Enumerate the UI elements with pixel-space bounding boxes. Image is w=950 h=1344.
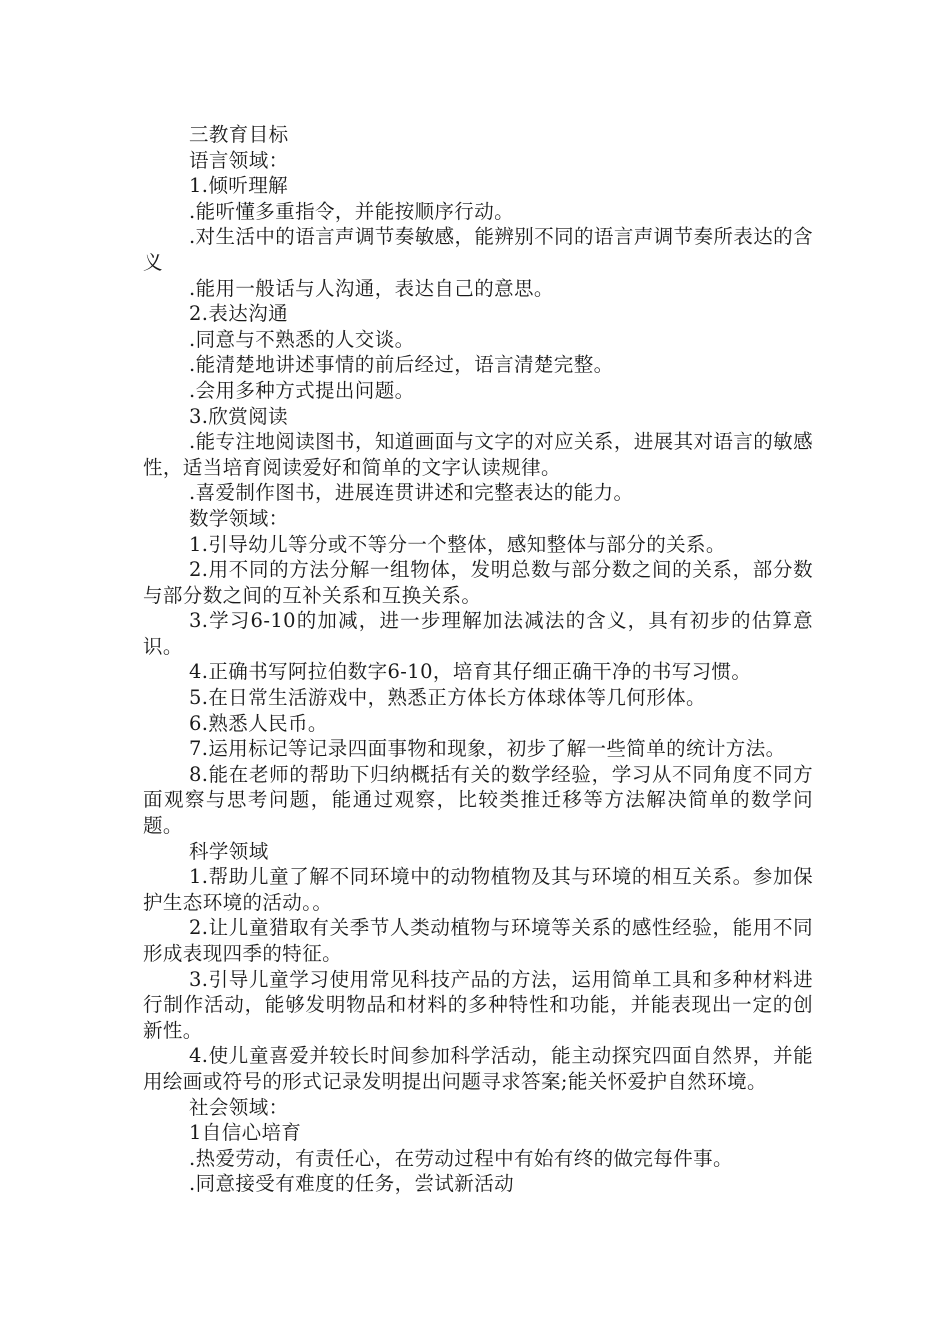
paragraph: 1.引导幼儿等分或不等分一个整体，感知整体与部分的关系。	[189, 532, 726, 556]
paragraph: .同意与不熟悉的人交谈。	[189, 327, 415, 351]
paragraph: 6.熟悉人民币。	[189, 711, 328, 735]
subheading: 1.倾听理解	[189, 174, 289, 198]
paragraph: 3.引导儿童学习使用常见科技产品的方法，运用简单工具和多种材料进行制作活动，能够发明物品和材料的多种特性和功能，并能表现出一定的创新性。	[143, 967, 813, 1042]
domain-heading-language: 语言领域：	[189, 148, 289, 172]
paragraph: 2.用不同的方法分解一组物体，发明总数与部分数之间的关系，部分数与部分数之间的互补关系和互换关系。	[143, 558, 813, 607]
paragraph: .会用多种方式提出问题。	[189, 378, 415, 402]
section-heading: 三教育目标	[189, 123, 289, 146]
paragraph: 4.使儿童喜爱并较长时间参加科学活动，能主动探究四面自然界，并能用绘画或符号的形式记录发明提出问题寻求答案;能关怀爱护自然环境。	[143, 1044, 813, 1093]
paragraph: .喜爱制作图书，进展连贯讲述和完整表达的能力。	[189, 481, 634, 505]
document-body	[143, 122, 813, 1197]
paragraph: 7.运用标记等记录四面事物和现象，初步了解一些简单的统计方法。	[189, 737, 786, 761]
subheading: 2.表达沟通	[189, 302, 289, 326]
paragraph: 2.让儿童猎取有关季节人类动植物与环境等关系的感性经验，能用不同形成表现四季的特征。	[143, 916, 813, 965]
paragraph: .能专注地阅读图书，知道画面与文字的对应关系，进展其对语言的敏感性，适当培育阅读爱好和简单的文字认读规律。	[143, 430, 813, 479]
paragraph: 5.在日常生活游戏中，熟悉正方体长方体球体等几何形体。	[189, 686, 706, 710]
subheading: 3.欣赏阅读	[189, 404, 289, 428]
domain-heading-social: 社会领域：	[189, 1095, 289, 1119]
domain-heading-science: 科学领域	[189, 839, 269, 863]
paragraph: .能清楚地讲述事情的前后经过，语言清楚完整。	[189, 353, 614, 377]
domain-heading-math: 数学领域：	[189, 506, 289, 530]
subheading: 1自信心培育	[189, 1121, 302, 1145]
paragraph: 4.正确书写阿拉伯数字6-10，培育其仔细正确干净的书写习惯。	[189, 660, 752, 684]
paragraph: .热爱劳动，有责任心，在劳动过程中有始有终的做完每件事。	[189, 1146, 733, 1170]
paragraph: 1.帮助儿童了解不同环境中的动物植物及其与环境的相互关系。参加保护生态环境的活动。。	[143, 865, 813, 914]
paragraph: 3.学习6-10的加减，进一步理解加法减法的含义，具有初步的估算意识。	[143, 609, 813, 658]
paragraph: 8.能在老师的帮助下归纳概括有关的数学经验，学习从不同角度不同方面观察与思考问题，能通过观察，比较类推迁移等方法解决简单的数学问题。	[143, 762, 813, 838]
paragraph: .对生活中的语言声调节奏敏感，能辨别不同的语言声调节奏所表达的含义	[143, 225, 813, 274]
paragraph: .能听懂多重指令，并能按顺序行动。	[189, 199, 514, 223]
paragraph: .能用一般话与人沟通，表达自己的意思。	[189, 276, 554, 300]
paragraph: .同意接受有难度的任务，尝试新活动	[189, 1172, 514, 1196]
